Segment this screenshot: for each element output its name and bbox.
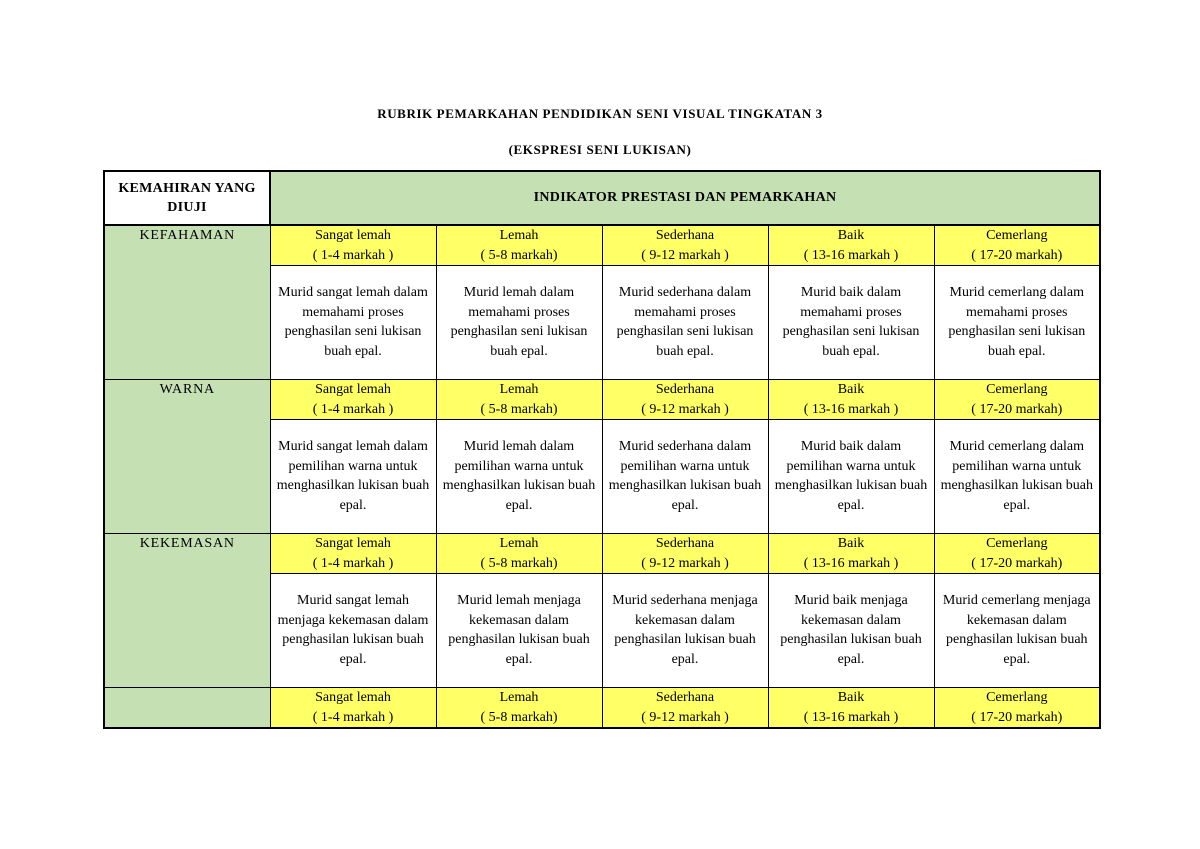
level-row — [104, 688, 1100, 729]
level-cell — [602, 380, 768, 420]
level-cell — [436, 534, 602, 574]
description-cell: Murid lemah menjaga kekemasan dalam penghasilan lukisan buah epal. — [436, 574, 602, 688]
level-row — [104, 225, 1100, 266]
level-cell — [934, 380, 1100, 420]
level-name: Cemerlang — [986, 690, 1048, 705]
indicator-column-header: INDIKATOR PRESTASI DAN PEMARKAHAN — [270, 171, 1100, 225]
level-cell — [768, 534, 934, 574]
level-cell — [602, 688, 768, 729]
description-cell: Murid baik menjaga kekemasan dalam penghasilan lukisan buah epal. — [768, 574, 934, 688]
level-name: Sangat lemah — [315, 382, 391, 397]
header-row — [104, 171, 1100, 225]
description-cell: Murid sederhana menjaga kekemasan dalam penghasilan lukisan buah epal. — [602, 574, 768, 688]
level-cell — [602, 225, 768, 266]
level-name: Lemah — [499, 382, 539, 397]
level-name: Baik — [837, 228, 865, 243]
level-name: Lemah — [499, 690, 539, 705]
level-name: Sederhana — [655, 690, 715, 705]
level-cell — [934, 225, 1100, 266]
description-cell: Murid lemah dalam pemilihan warna untuk menghasilkan lukisan buah epal. — [436, 420, 602, 534]
level-name: Cemerlang — [986, 536, 1048, 551]
level-cell — [768, 688, 934, 729]
level-name: Cemerlang — [986, 228, 1048, 243]
level-name: Sangat lemah — [315, 536, 391, 551]
level-mark-range: ( 5-8 markah) — [480, 709, 558, 725]
level-name: Sederhana — [655, 228, 715, 243]
level-mark-range: ( 5-8 markah) — [480, 401, 558, 417]
description-cell: Murid sangat lemah menjaga kekemasan dalam penghasilan lukisan buah epal. — [270, 574, 436, 688]
level-name: Cemerlang — [986, 382, 1048, 397]
level-mark-range: ( 5-8 markah) — [480, 555, 558, 571]
level-mark-range: ( 1-4 markah ) — [312, 555, 394, 571]
description-cell: Murid cemerlang menjaga kekemasan dalam penghasilan lukisan buah epal. — [934, 574, 1100, 688]
level-name: Sederhana — [655, 536, 715, 551]
skill-name-cell: WARNA — [104, 380, 270, 534]
level-mark-range: ( 9-12 markah ) — [641, 247, 729, 263]
level-name: Sangat lemah — [315, 690, 391, 705]
level-cell — [270, 380, 436, 420]
description-cell: Murid lemah dalam memahami proses penghasilan seni lukisan buah epal. — [436, 266, 602, 380]
level-mark-range: ( 9-12 markah ) — [641, 709, 729, 725]
level-mark-range: ( 13-16 markah ) — [803, 709, 899, 725]
level-mark-range: ( 13-16 markah ) — [803, 247, 899, 263]
description-cell: Murid baik dalam pemilihan warna untuk menghasilkan lukisan buah epal. — [768, 420, 934, 534]
rubric-table — [103, 170, 1101, 729]
level-row — [104, 380, 1100, 420]
level-cell — [602, 534, 768, 574]
level-cell — [270, 534, 436, 574]
skill-column-header: KEMAHIRAN YANG DIUJI — [104, 171, 270, 225]
level-cell — [436, 225, 602, 266]
level-mark-range: ( 9-12 markah ) — [641, 555, 729, 571]
level-cell — [436, 380, 602, 420]
skill-name-cell — [104, 688, 270, 729]
document-subtitle: (EKSPRESI SENI LUKISAN) — [508, 142, 692, 157]
level-name: Sangat lemah — [315, 228, 391, 243]
level-mark-range: ( 17-20 markah) — [971, 247, 1063, 263]
level-mark-range: ( 17-20 markah) — [971, 555, 1063, 571]
level-name: Baik — [837, 536, 865, 551]
level-mark-range: ( 1-4 markah ) — [312, 401, 394, 417]
level-name: Lemah — [499, 536, 539, 551]
level-name: Lemah — [499, 228, 539, 243]
skill-name-cell: KEKEMASAN — [104, 534, 270, 688]
level-row — [104, 534, 1100, 574]
level-cell — [934, 688, 1100, 729]
level-mark-range: ( 13-16 markah ) — [803, 401, 899, 417]
level-mark-range: ( 9-12 markah ) — [641, 401, 729, 417]
level-cell — [270, 688, 436, 729]
description-cell: Murid sangat lemah dalam pemilihan warna untuk menghasilkan lukisan buah epal. — [270, 420, 436, 534]
description-cell: Murid sangat lemah dalam memahami proses penghasilan seni lukisan buah epal. — [270, 266, 436, 380]
level-cell — [768, 380, 934, 420]
level-cell — [270, 225, 436, 266]
description-cell: Murid cemerlang dalam memahami proses penghasilan seni lukisan buah epal. — [934, 266, 1100, 380]
level-mark-range: ( 13-16 markah ) — [803, 555, 899, 571]
level-mark-range: ( 1-4 markah ) — [312, 709, 394, 725]
level-cell — [436, 688, 602, 729]
level-mark-range: ( 17-20 markah) — [971, 401, 1063, 417]
level-name: Baik — [837, 690, 865, 705]
skill-name-cell: KEFAHAMAN — [104, 225, 270, 380]
level-mark-range: ( 1-4 markah ) — [312, 247, 394, 263]
description-cell: Murid baik dalam memahami proses penghasilan seni lukisan buah epal. — [768, 266, 934, 380]
level-name: Baik — [837, 382, 865, 397]
description-cell: Murid sederhana dalam memahami proses penghasilan seni lukisan buah epal. — [602, 266, 768, 380]
level-cell — [768, 225, 934, 266]
level-cell — [934, 534, 1100, 574]
document-title: RUBRIK PEMARKAHAN PENDIDIKAN SENI VISUAL TINGKATAN 3 — [377, 106, 823, 121]
description-cell: Murid cemerlang dalam pemilihan warna untuk menghasilkan lukisan buah epal. — [934, 420, 1100, 534]
level-mark-range: ( 17-20 markah) — [971, 709, 1063, 725]
level-mark-range: ( 5-8 markah) — [480, 247, 558, 263]
description-cell: Murid sederhana dalam pemilihan warna untuk menghasilkan lukisan buah epal. — [602, 420, 768, 534]
level-name: Sederhana — [655, 382, 715, 397]
